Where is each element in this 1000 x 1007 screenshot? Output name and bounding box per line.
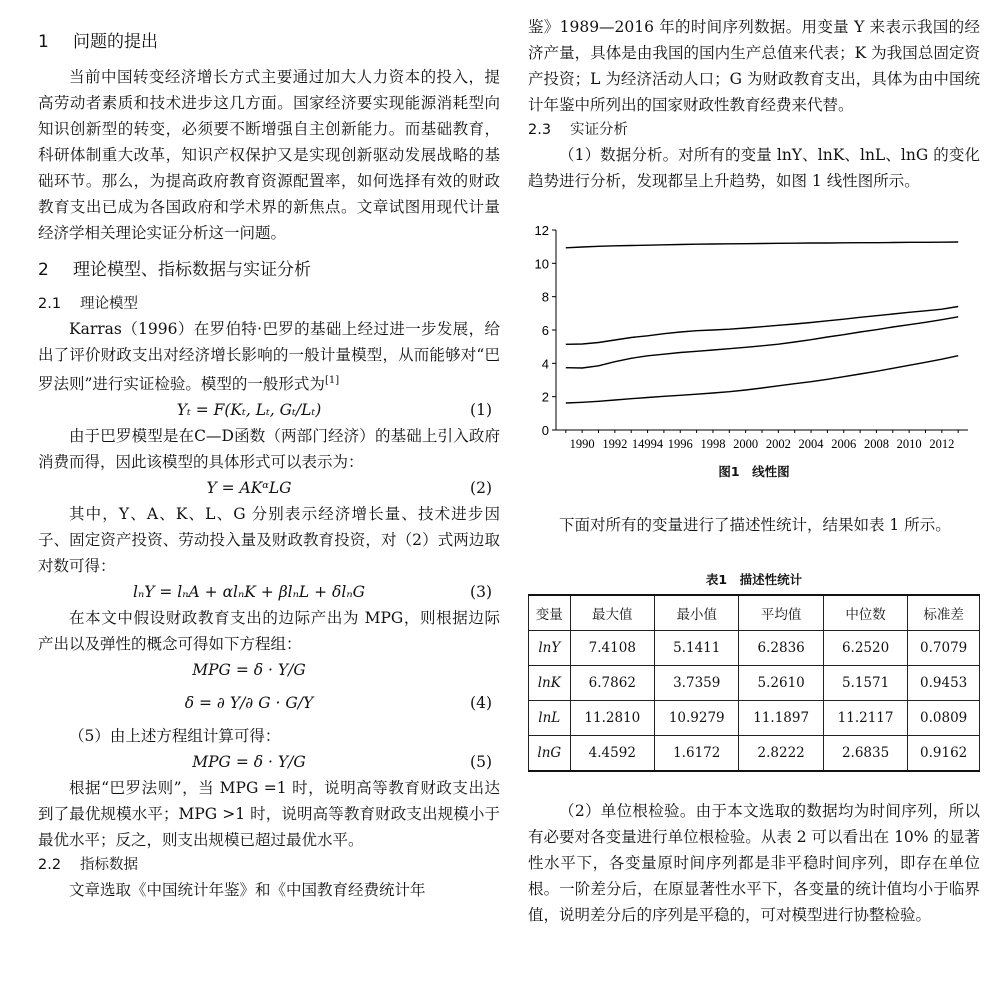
equation-1: Yₜ = F(Kₜ, Lₜ, Gₜ/Lₜ) (1) xyxy=(176,401,492,419)
y-tick-label: 2 xyxy=(541,389,549,405)
paragraph-barro-rule: 根据“巴罗法则”，当 MPG =1 时，说明高等教育财政支出达到了最优规模水平；MPG >1 时，说明高等教育财政支出规模小于最优水平；反之，则支出规模已超过最优水平。 xyxy=(38,779,500,849)
right-column xyxy=(528,0,980,928)
table-cell: 0.9453 xyxy=(908,666,980,701)
table-cell: 5.1571 xyxy=(823,666,907,701)
y-tick-label: 8 xyxy=(541,289,549,305)
subsection-heading-2-1: 2.1 理论模型 xyxy=(38,296,138,312)
citation-ref: [1] xyxy=(324,375,340,386)
table-cell: lnK xyxy=(529,666,571,701)
paragraph-data-continued: 鉴》1989—2016 年的时间序列数据。用变量 Y 来表示我国的经济产量，具体是由我国的国内生产总值来代表；K 为我国总固定资产投资；L 为经济活动人口；G 为财政教育支出，具体为由中国统计年鉴中所列出的国家财政性教育经费来代替。 xyxy=(528,18,980,114)
paragraph-data-source: 文章选取《中国统计年鉴》和《中国教育经费统计年 xyxy=(69,881,426,899)
table-row xyxy=(529,631,980,666)
paragraph-mpg: 在本文中假设财政教育支出的边际产出为 MPG，则根据边际产出以及弹性的概念可得如下方程组： xyxy=(38,609,500,653)
equation-5: MPG = δ · Y/G (5) xyxy=(192,753,492,771)
left-column xyxy=(38,0,500,903)
y-tick-label: 6 xyxy=(541,323,549,338)
table-header: 中位数 xyxy=(823,595,907,631)
paragraph-variables: 其中，Y、A、K、L、G 分别表示经济增长量、技术进步因子、固定资产投资、劳动投入量及财政教育投资，对（2）式两边取对数可得： xyxy=(38,505,500,575)
descriptive-stats-table xyxy=(528,594,980,772)
x-tick-label: 1990 xyxy=(569,437,595,451)
table-cell: 1.6172 xyxy=(655,736,739,772)
x-tick-label: 2002 xyxy=(765,437,791,451)
table-cell: 0.7079 xyxy=(908,631,980,666)
x-tick-label: 2004 xyxy=(798,437,824,451)
x-tick-label: 2000 xyxy=(733,437,759,451)
equation-2: Y = AKᵅLG (2) xyxy=(206,479,492,497)
figure-caption: 图1 线性图 xyxy=(718,464,790,479)
x-tick-label: 1998 xyxy=(700,437,726,451)
table-header: 平均值 xyxy=(739,595,823,631)
subsection-heading-2-2: 2.2 指标数据 xyxy=(38,857,138,873)
x-tick-label: 2010 xyxy=(896,437,922,451)
table-header: 变量 xyxy=(529,595,571,631)
series-line-2 xyxy=(566,317,958,368)
table-cell: 6.2836 xyxy=(739,631,823,666)
table-cell: 2.6835 xyxy=(823,736,907,772)
table-cell: 4.4592 xyxy=(570,736,654,772)
table-cell: 6.7862 xyxy=(570,666,654,701)
table-cell: lnY xyxy=(529,631,571,666)
x-tick-label: 1992 xyxy=(602,437,628,451)
paragraph-calc: （5）由上述方程组计算可得： xyxy=(69,727,281,745)
table-cell: 10.9279 xyxy=(655,701,739,736)
paragraph-unit-root: （2）单位根检验。由于本文选取的数据均为时间序列，所以有必要对各变量进行单位根检验。从表 2 可以看出在 10% 的显著性水平下，各变量原时间序列都是非平稳时间序列，即存在单位根。一阶差分后，在原显著性水平下，各变量的统计值均小于临界值，说明差分后的序列是平稳的，可对模型进行协整检验。 xyxy=(528,802,980,924)
table-cell: 2.8222 xyxy=(739,736,823,772)
table-cell: 3.7359 xyxy=(655,666,739,701)
y-tick-label: 12 xyxy=(534,223,549,238)
equation-4b: δ = ∂ Y/∂ G · G/Y (4) xyxy=(184,694,492,712)
table-cell: 5.2610 xyxy=(739,666,823,701)
y-tick-label: 10 xyxy=(534,256,549,272)
table-row xyxy=(529,666,980,701)
table-cell: 0.0809 xyxy=(908,701,980,736)
series-line-0 xyxy=(566,242,958,248)
table-cell: 6.2520 xyxy=(823,631,907,666)
table-cell: lnG xyxy=(529,736,571,772)
table-cell: lnL xyxy=(529,701,571,736)
equation-3: lₙY = lₙA + αlₙK + βlₙL + δlₙG (3) xyxy=(132,583,492,601)
table-cell: 11.2117 xyxy=(823,701,907,736)
table-cell: 5.1411 xyxy=(655,631,739,666)
paragraph-model: Karras（1996）在罗伯特·巴罗的基础上经过进一步发展，给出了评价财政支出对经济增长影响的一般计量模型，从而能够对“巴罗法则”进行实证检验。模型的一般形式为[1] xyxy=(38,320,500,393)
table-header: 最大值 xyxy=(570,595,654,631)
table-caption: 表1 描述性统计 xyxy=(705,572,803,587)
equation-4a: MPG = δ · Y/G xyxy=(192,661,306,679)
section-heading-1: 1 问题的提出 xyxy=(38,32,158,52)
x-tick-label: 2008 xyxy=(863,437,889,451)
table-row xyxy=(529,701,980,736)
table-cell: 7.4108 xyxy=(570,631,654,666)
paragraph-barro: 由于巴罗模型是在C—D函数（两部门经济）的基础上引入政府消费而得，因此该模型的具体形式可以表示为： xyxy=(38,427,500,471)
x-tick-label: 2006 xyxy=(831,437,857,451)
paragraph-data-analysis: （1）数据分析。对所有的变量 lnY、lnK、lnL、lnG 的变化趋势进行分析，发现都呈上升趋势，如图 1 线性图所示。 xyxy=(528,146,980,190)
table-cell: 11.2810 xyxy=(570,701,654,736)
table-row xyxy=(529,736,980,772)
x-tick-label: 1996 xyxy=(667,437,693,451)
subsection-heading-2-3: 2.3 实证分析 xyxy=(528,122,628,138)
table-cell: 11.1897 xyxy=(739,701,823,736)
table-header: 最小值 xyxy=(655,595,739,631)
paragraph-intro: 当前中国转变经济增长方式主要通过加大人力资本的投入，提高劳动者素质和技术进步这几方面。国家经济要实现能源消耗型向知识创新型的转变，必须要不断增强自主创新能力。而基础教育，科研体制重大改革，知识产权保护又是实现创新驱动发展战略的基础环节。那么，为提高政府教育资源配置率，如何选择有效的财政教育支出已成为各国政府和学术界的新焦点。文章试图用现代计量经济学相关理论实证分析这一问题。 xyxy=(38,68,500,242)
line-chart xyxy=(528,222,980,452)
table-header: 标准差 xyxy=(908,595,980,631)
y-tick-label: 0 xyxy=(541,423,549,438)
table-cell: 0.9162 xyxy=(908,736,980,772)
section-heading-2: 2 理论模型、指标数据与实证分析 xyxy=(38,260,311,280)
table-header-row xyxy=(529,595,980,631)
series-line-3 xyxy=(566,356,958,403)
y-tick-label: 4 xyxy=(541,356,549,372)
x-tick-label: 2012 xyxy=(929,437,955,451)
x-tick-label: 14994 xyxy=(631,437,664,451)
paragraph-descriptive: 下面对所有的变量进行了描述性统计，结果如表 1 所示。 xyxy=(559,516,951,534)
